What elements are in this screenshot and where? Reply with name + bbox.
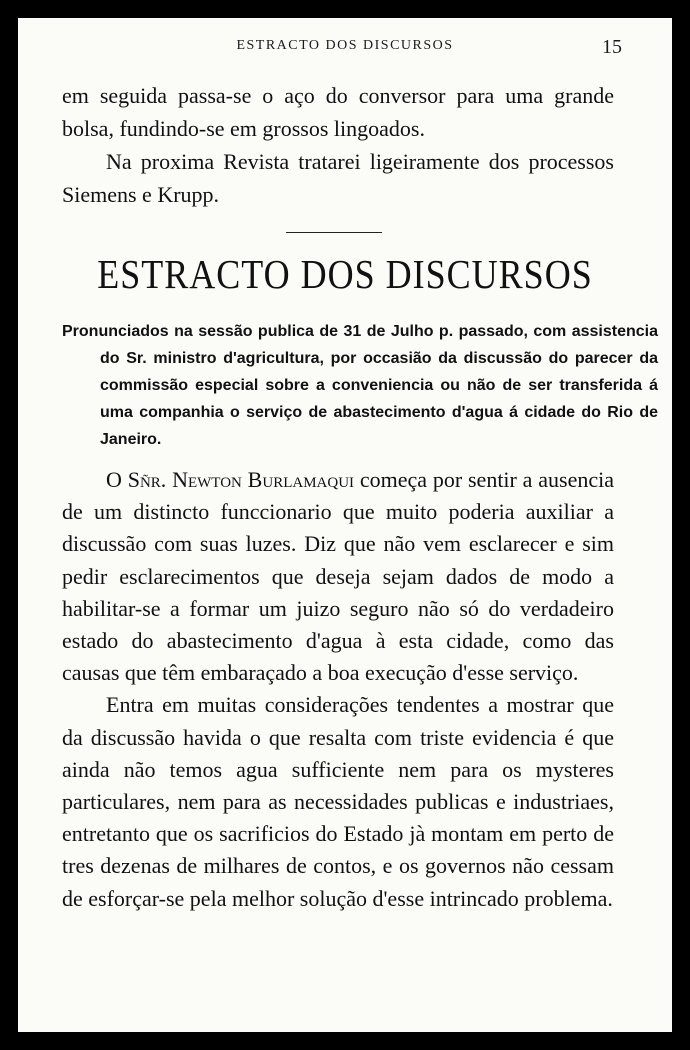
paragraph-speech-intro <box>62 464 614 689</box>
paragraph-considerations: Entra em muitas considerações tendentes a mostrar que da discussão havida o que resalta com triste evidencia é que ainda não temos agua sufficiente nem para os mysteres particulares, nem para as necessidades publicas e industriaes, entretanto que os sacrificios do Estado jà montam em perto de tres dezenas de milhares de contos, e os governos não cessam de esforçar-se pela melhor solução d'esse intrincado problema. <box>62 692 614 911</box>
speech-text <box>62 464 614 915</box>
running-head: ESTRACTO DOS DISCURSOS <box>236 38 454 53</box>
continued-text <box>62 79 614 211</box>
book-page <box>18 18 672 1032</box>
paragraph-speech-intro-text: começa por sentir a ausencia de um distincto funccionario que muito poderia auxiliar a discussão com suas luzes. Diz que não vem esclarecer e sim pedir esclarecimentos que deseja sejam dados de modo a habilitar-se a formar um juizo seguro não só do verdadeiro estado do abastecimento d'agua à esta cidade, como das causas que têm embaraçado a boa execução d'esse serviço. <box>62 467 615 686</box>
paragraph-next-review: Na proxima Revista tratarei ligeiramente dos processos Siemens e Krupp. <box>62 149 614 207</box>
section-subtitle: Pronunciados na sessão publica de 31 de Julho p. passado, com assistencia do Sr. ministro d'agricultura, por occasião da discussão do parecer da commissão especial sobre a conveniencia ou não de ser transferida á uma companhia o serviço de abastecimento d'agua á cidade do Rio de Janeiro. <box>62 323 658 448</box>
section-divider <box>286 232 382 233</box>
speaker-name: O Sñr. Newton Burlamaqui <box>106 467 355 492</box>
paragraph-continued: em seguida passa-se o aço do conversor para uma grande bolsa, fundindo-se em grossos lingoados. <box>62 83 614 141</box>
page-number: 15 <box>602 36 622 58</box>
section-title: ESTRACTO DOS DISCURSOS <box>97 251 593 297</box>
